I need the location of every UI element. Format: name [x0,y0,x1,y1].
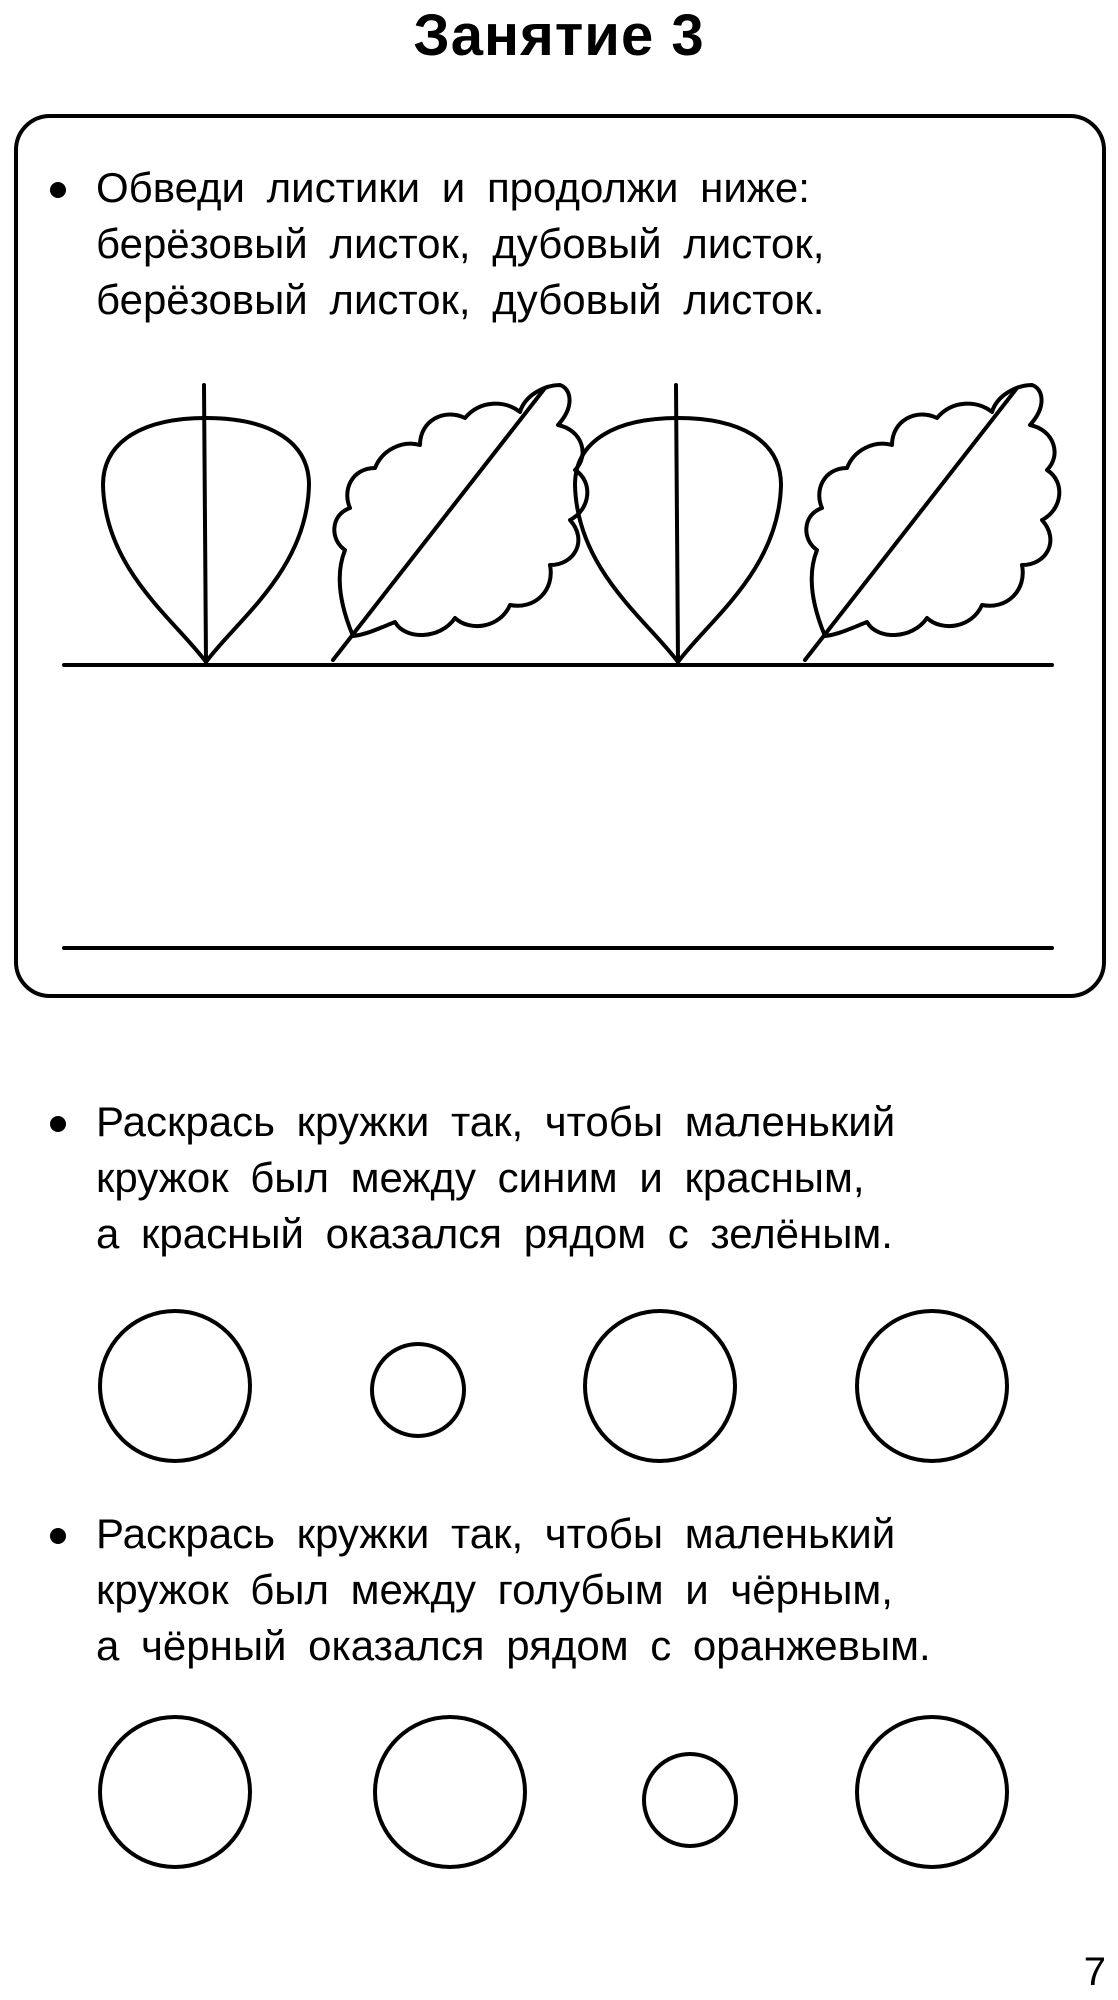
large-circle[interactable] [100,1311,250,1461]
bullet-icon [50,1528,66,1544]
instruction-line: кружок был между голубым и чёрным, [96,1566,893,1613]
oak-leaf-icon[interactable] [333,385,587,660]
large-circle[interactable] [100,1717,250,1867]
instruction-line: Обведи листики и продолжи ниже: [96,164,810,211]
oak-leaf-icon[interactable] [805,385,1059,660]
instruction-line: а красный оказался рядом с зелёным. [96,1210,893,1257]
instruction-line: Раскрась кружки так, чтобы маленький [96,1510,896,1557]
large-circle[interactable] [585,1311,735,1461]
large-circle[interactable] [857,1311,1007,1461]
small-circle[interactable] [644,1754,736,1846]
instruction-line: а чёрный оказался рядом с оранжевым. [96,1622,931,1669]
small-circle[interactable] [372,1344,464,1436]
large-circle[interactable] [857,1717,1007,1867]
birch-leaf-icon[interactable] [575,385,781,662]
instruction-line: Раскрась кружки так, чтобы маленький [96,1098,896,1145]
page-number: 7 [1083,1950,1106,1994]
bullet-icon [50,1116,66,1132]
large-circle[interactable] [375,1717,525,1867]
page-title: Занятие 3 [413,3,705,68]
birch-leaf-icon[interactable] [103,385,309,662]
instruction-line: берёзовый листок, дубовый листок, [96,220,825,267]
instruction-line: берёзовый листок, дубовый листок. [96,276,825,323]
instruction-line: кружок был между синим и красным, [96,1154,865,1201]
